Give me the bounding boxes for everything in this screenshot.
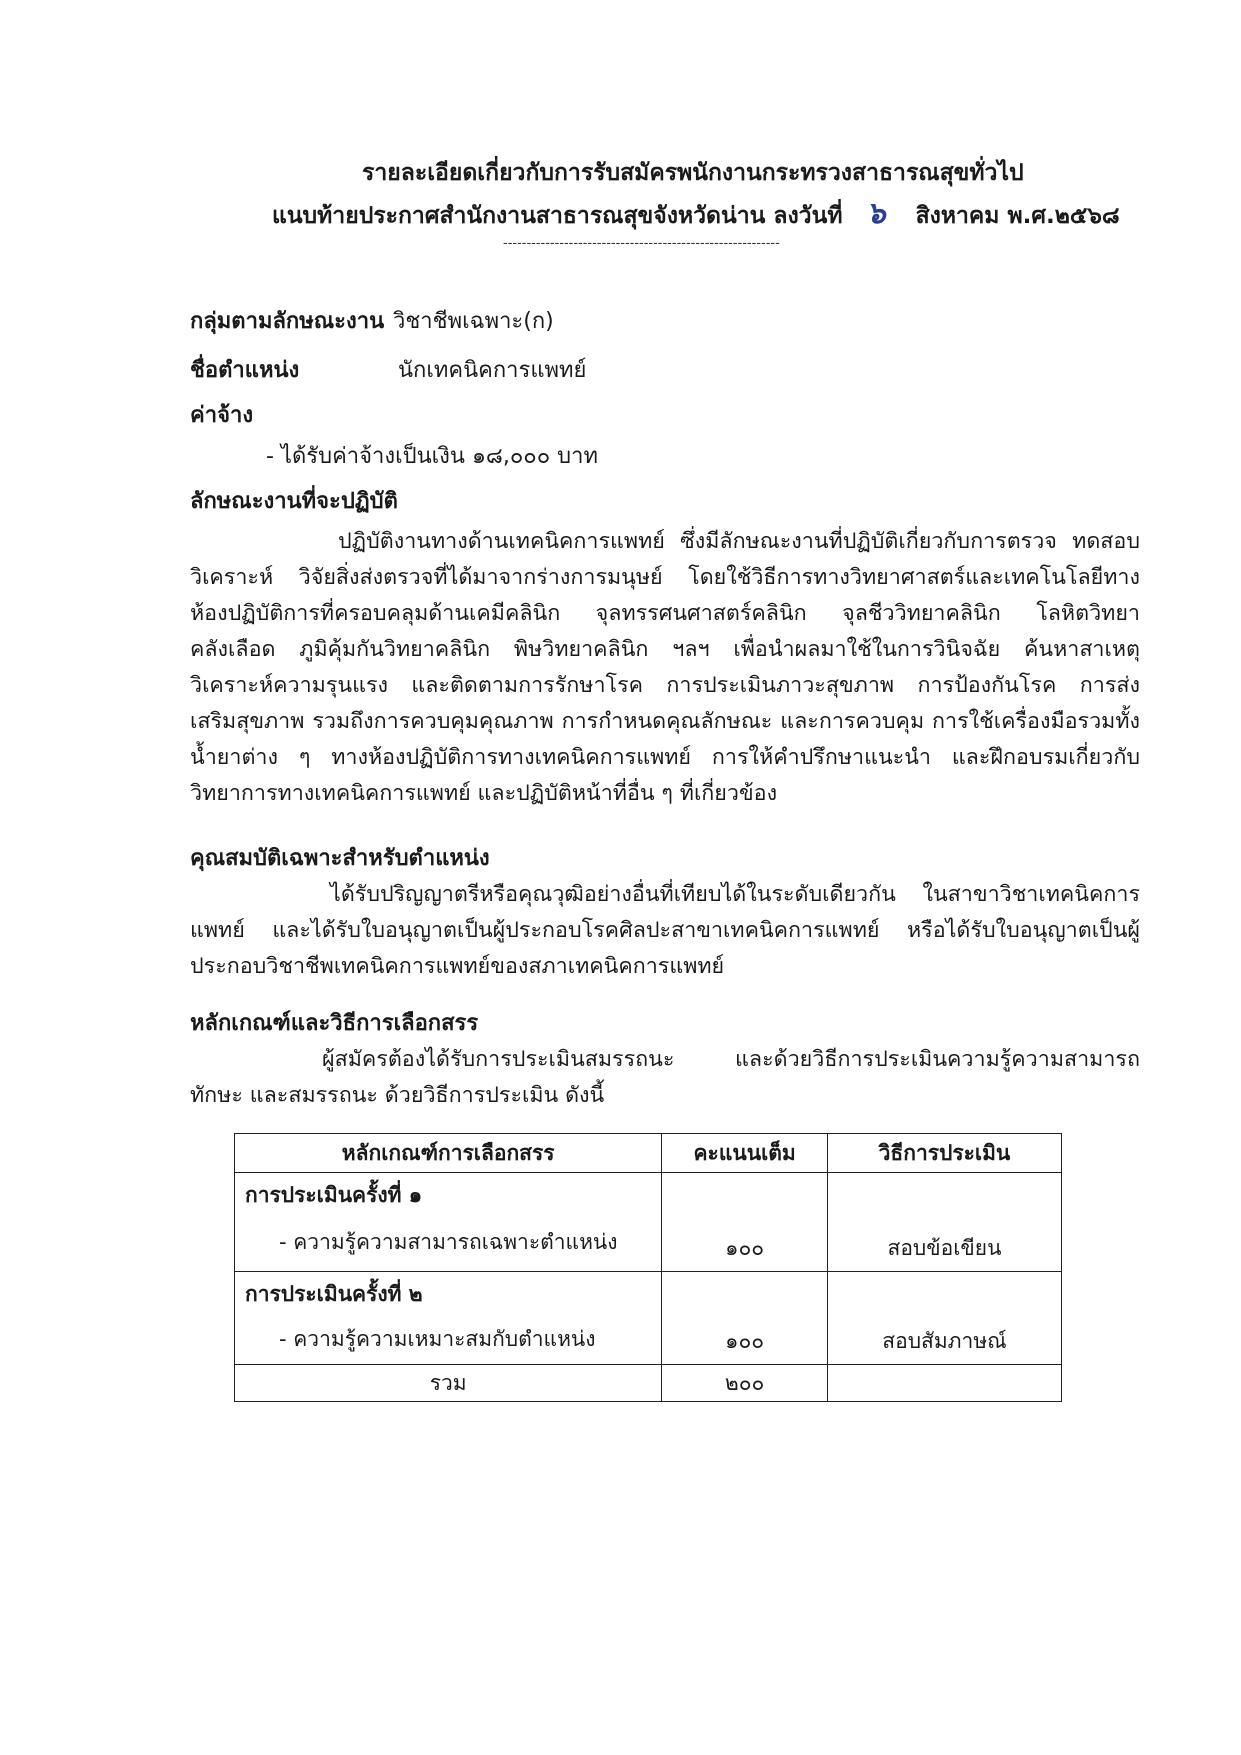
table-header-row bbox=[235, 1134, 1062, 1173]
selection-criteria-table bbox=[234, 1133, 1062, 1402]
table-total-row bbox=[235, 1365, 1062, 1402]
duties-heading: ลักษณะงานที่จะปฏิบัติ bbox=[190, 489, 398, 514]
wage-detail: - ได้รับค่าจ้างเป็นเงิน ๑๘,๐๐๐ บาท bbox=[266, 444, 598, 469]
position-value: นักเทคนิคการแพทย์ bbox=[398, 358, 587, 383]
selection-heading: หลักเกณฑ์และวิธีการเลือกสรร bbox=[190, 1011, 479, 1036]
qualifications-heading: คุณสมบัติเฉพาะสำหรับตำแหน่ง bbox=[190, 846, 490, 871]
round-cell bbox=[235, 1173, 662, 1272]
document-title-line1: รายละเอียดเกี่ยวกับการรับสมัครพนักงานกระทรวงสาธารณสุขทั่วไป bbox=[362, 160, 1024, 186]
round-item: - ความรู้ความเหมาะสมกับตำแหน่ง bbox=[279, 1327, 596, 1351]
job-group-value: วิชาชีพเฉพาะ(ก) bbox=[393, 309, 554, 334]
selection-text: ผู้สมัครต้องได้รับการประเมินสมรรถนะ และด้วยวิธีการประเมินความรู้ความสามารถ ทักษะ และสมรรถนะ ด้วยวิธีการประเมิน ดังนี้ bbox=[190, 1047, 1140, 1108]
table-row bbox=[235, 1173, 1062, 1272]
title-line2-prefix: แนบท้ายประกาศสำนักงานสาธารณสุขจังหวัดน่าน ลงวันที่ bbox=[272, 203, 843, 229]
title-line2-suffix: สิงหาคม พ.ศ.๒๕๖๘ bbox=[915, 203, 1120, 229]
table-row bbox=[235, 1272, 1062, 1365]
wage-label: ค่าจ้าง bbox=[190, 403, 254, 428]
qualifications-paragraph bbox=[190, 877, 1140, 985]
round-method: สอบสัมภาษณ์ bbox=[827, 1272, 1061, 1365]
title-separator: ----------------------------------------------------------- bbox=[503, 236, 780, 251]
round-title: การประเมินครั้งที่ ๒ bbox=[245, 1282, 423, 1306]
round-score: ๑๐๐ bbox=[662, 1272, 828, 1365]
total-label: รวม bbox=[235, 1365, 662, 1402]
handwritten-day: ๖ bbox=[866, 196, 886, 231]
header-criteria: หลักเกณฑ์การเลือกสรร bbox=[235, 1134, 662, 1173]
qualifications-text: ได้รับปริญญาตรีหรือคุณวุฒิอย่างอื่นที่เทียบได้ในระดับเดียวกัน ในสาขาวิชาเทคนิคการแพทย์ และได้รับใบอนุญาตเป็นผู้ประกอบโรคศิลปะสาขาเทคนิคการแพทย์ หรือได้รับใบอนุญาตเป็นผู้ประกอบวิชาชีพเทคนิคการแพทย์ของสภาเทคนิคการแพทย์ bbox=[190, 882, 1140, 979]
round-score: ๑๐๐ bbox=[662, 1173, 828, 1272]
duties-text: ปฏิบัติงานทางด้านเทคนิคการแพทย์ ซึ่งมีลักษณะงานที่ปฏิบัติเกี่ยวกับการตรวจ ทดสอบ วิเคราะห์ วิจัยสิ่งส่งตรวจที่ได้มาจากร่างการมนุษย์ โดยใช้วิธีการทางวิทยาศาสตร์และเทคโนโลยีทางห้องปฏิบัติการที่ครอบคลุมด้านเคมีคลินิก จุลทรรศนศาสตร์คลินิก จุลชีววิทยาคลินิก โลหิตวิทยา คลังเลือด ภูมิคุ้มกันวิทยาคลินิก พิษวิทยาคลินิก ฯลฯ เพื่อนำผลมาใช้ในการวินิจฉัย ค้นหาสาเหตุ วิเคราะห์ความรุนแรง และติดตามการรักษาโรค การประเมินภาวะสุขภาพ การป้องกันโรค การส่งเสริมสุขภาพ รวมถึงการควบคุมคุณภาพ การกำหนดคุณลักษณะ และการควบคุม การใช้เครื่องมือรวมทั้งน้ำยาต่าง ๆ ทางห้องปฏิบัติการทางเทคนิคการแพทย์ การให้คำปรึกษาแนะนำ และฝึกอบรมเกี่ยวกับวิทยาการทางเทคนิคการแพทย์ และปฏิบัติหน้าที่อื่น ๆ ที่เกี่ยวข้อง bbox=[190, 529, 1140, 806]
header-method: วิธีการประเมิน bbox=[827, 1134, 1061, 1173]
document-title-line2 bbox=[272, 190, 1120, 237]
selection-paragraph bbox=[190, 1042, 1140, 1114]
round-method: สอบข้อเขียน bbox=[827, 1173, 1061, 1272]
round-cell bbox=[235, 1272, 662, 1365]
job-group-label: กลุ่มตามลักษณะงาน bbox=[190, 309, 385, 334]
total-score: ๒๐๐ bbox=[662, 1365, 828, 1402]
position-label: ชื่อตำแหน่ง bbox=[190, 358, 300, 383]
round-item: - ความรู้ความสามารถเฉพาะตำแหน่ง bbox=[279, 1230, 618, 1254]
round-title: การประเมินครั้งที่ ๑ bbox=[245, 1183, 423, 1207]
duties-paragraph bbox=[190, 524, 1140, 812]
total-method-empty bbox=[827, 1365, 1061, 1402]
header-full-score: คะแนนเต็ม bbox=[662, 1134, 828, 1173]
